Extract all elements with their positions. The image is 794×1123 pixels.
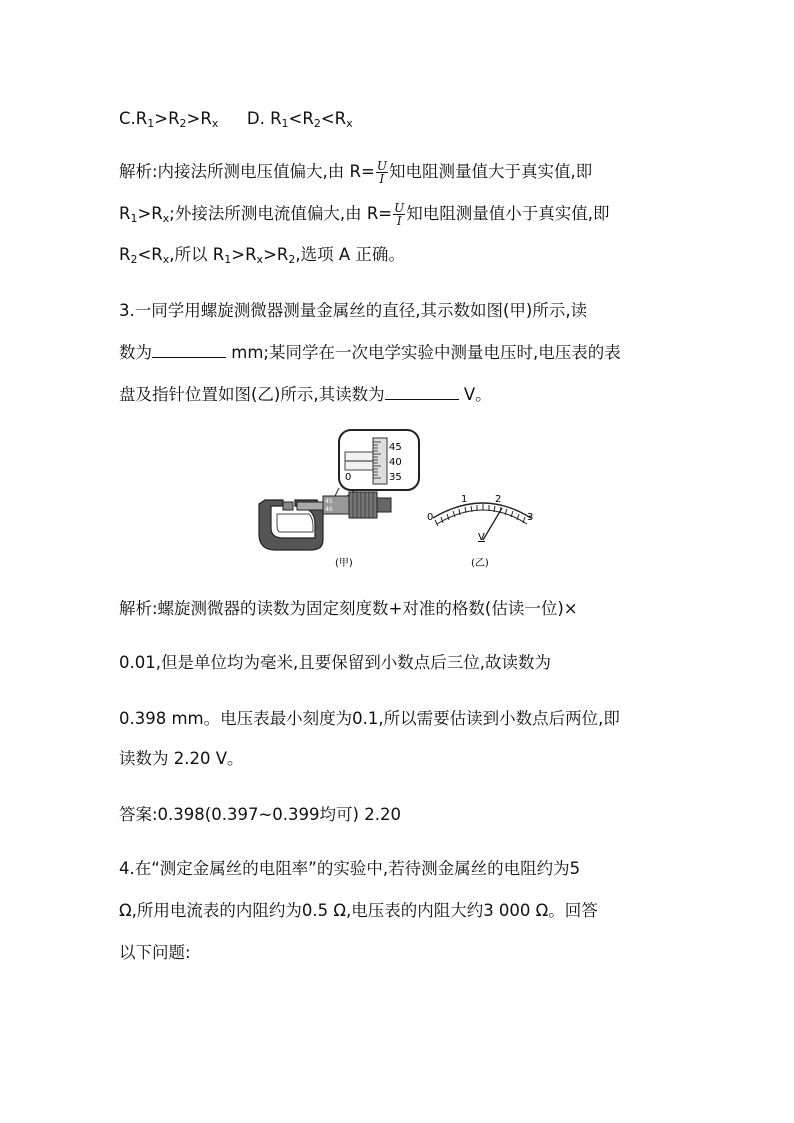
fraction-u-over-i: $\frac{U}{I}$ <box>376 159 387 186</box>
figure-micrometer-and-voltmeter <box>255 428 555 573</box>
answer-blank-volts <box>385 384 459 400</box>
q4-line-3: 以下问题: <box>119 943 191 962</box>
q3-analysis-line-4: 读数为 2.20 V。 <box>119 749 244 768</box>
figure-svg <box>255 428 555 573</box>
small-scale-45: 45 <box>325 498 333 505</box>
q3-analysis-line-3: 0.398 mm。电压表最小刻度为0.1,所以需要估读到小数点后两位,即 <box>119 709 620 728</box>
q3-answer: 答案:0.398(0.397~0.399均可) 2.20 <box>119 805 401 824</box>
option-d: D. $R_1<R_2<R_x$ <box>246 109 353 130</box>
q2-analysis-line-1: 解析:内接法所测电压值偏大,由 R= $\frac{U}{I}$ 知电阻测量值大于真实值,即 <box>119 159 593 186</box>
caption-yi: (乙) <box>471 558 489 569</box>
scale-label-40: 40 <box>389 457 402 468</box>
meter-unit-v: V <box>478 532 485 543</box>
option-c: $C.R_1>R_2>R_x$ <box>119 109 219 130</box>
micrometer-body <box>259 492 391 550</box>
fraction-u-over-i: $\frac{U}{I}$ <box>394 201 405 228</box>
micrometer-zoom-inset <box>335 430 419 496</box>
q3-analysis-line-2: 0.01,但是单位均为毫米,且要保留到小数点后三位,故读数为 <box>119 653 551 672</box>
scale-label-35: 35 <box>389 472 402 483</box>
scale-label-0: 0 <box>345 472 352 483</box>
q2-analysis-line-2: $R_1>R_x$;外接法所测电流值偏大,由 R= $\frac{U}{I}$ 知电阻测量值小于真实值,即 <box>119 201 610 228</box>
meter-label-1: 1 <box>461 494 468 505</box>
q3-line-3: 盘及指针位置如图(乙)所示,其读数为 V。 <box>119 385 492 404</box>
caption-jia: (甲) <box>335 558 353 569</box>
q3-line-1: 3.一同学用螺旋测微器测量金属丝的直径,其示数如图(甲)所示,读 <box>119 301 588 320</box>
meter-needle <box>483 508 502 540</box>
meter-label-2: 2 <box>495 494 502 505</box>
meter-label-0: 0 <box>427 512 434 523</box>
q4-line-1: 4.在“测定金属丝的电阻率”的实验中,若待测金属丝的电阻约为5 <box>119 859 581 878</box>
q3-line-2: 数为 mm;某同学在一次电学实验中测量电压时,电压表的表 <box>119 343 621 362</box>
q2-analysis-line-3: $R_2<R_x$,所以 $R_1>R_x>R_2$,选项 A 正确。 <box>119 245 405 266</box>
small-scale-40: 40 <box>325 506 333 513</box>
q4-line-2: Ω,所用电流表的内阻约为0.5 Ω,电压表的内阻大约3 000 Ω。回答 <box>119 901 598 920</box>
meter-label-3: 3 <box>527 512 534 523</box>
q3-analysis-line-1: 解析:螺旋测微器的读数为固定刻度数+对准的格数(估读一位)× <box>119 599 578 618</box>
voltmeter-dial <box>427 494 533 543</box>
scale-label-45: 45 <box>389 442 402 453</box>
q2-options <box>119 108 353 135</box>
answer-blank-mm <box>152 342 226 358</box>
